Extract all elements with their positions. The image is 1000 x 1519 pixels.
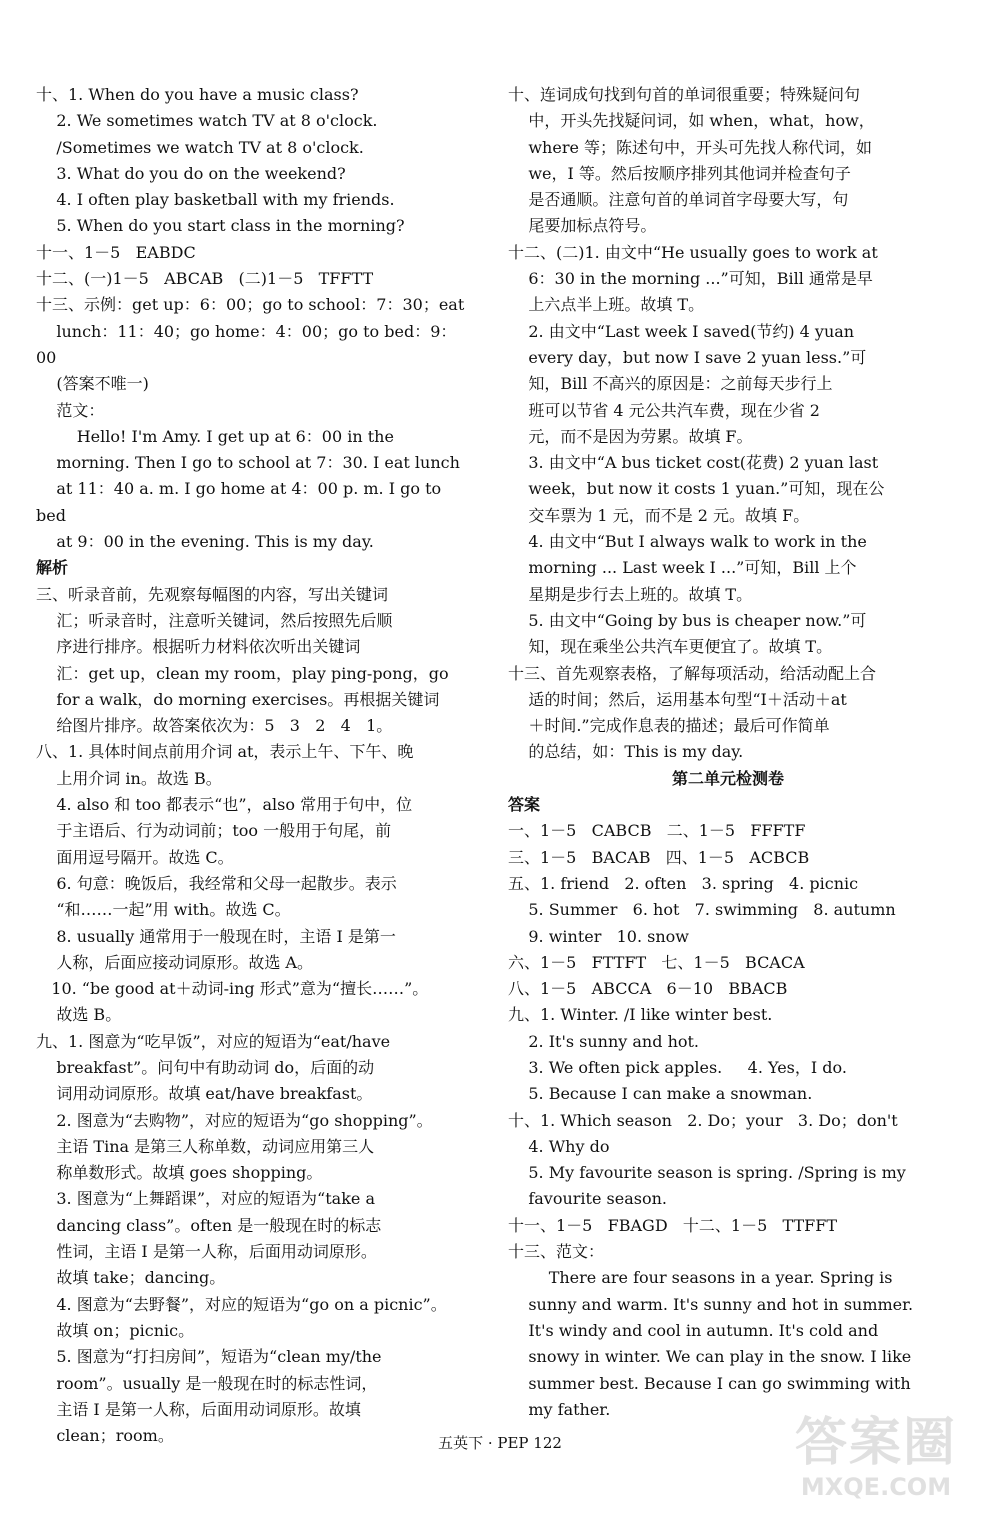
left-column bbox=[36, 82, 476, 1449]
left-column-line: 序进行排序。根据听力材料依次听出关键词 bbox=[36, 637, 361, 657]
left-column-line: 八、1. 具体时间点前用介词 at，表示上午、下午、晚 bbox=[36, 742, 414, 762]
left-column-line: 2. We sometimes watch TV at 8 o'clock. bbox=[36, 111, 378, 131]
left-column-line: 上用介词 in。故选 B。 bbox=[36, 768, 222, 788]
right-column-line: 十一、1－5 FBAGD 十二、1－5 TTFFT bbox=[508, 1215, 838, 1235]
right-column-line: favourite season. bbox=[508, 1189, 667, 1209]
left-column-line: 3. 图意为“上舞蹈课”，对应的短语为“take a bbox=[36, 1189, 375, 1209]
right-column-line: 3. We often pick apples. 4. Yes，I do. bbox=[508, 1057, 847, 1077]
right-column-line: 交车票为 1 元，而不是 2 元。故填 F。 bbox=[508, 505, 810, 525]
right-column-line: 5. 由文中“Going by bus is cheaper now.”可 bbox=[508, 610, 867, 630]
right-column-line: 适的时间；然后，运用基本句型“I＋活动＋at bbox=[508, 689, 847, 709]
right-column-line: every day，but now I save 2 yuan less.”可 bbox=[508, 347, 867, 367]
left-column-line: 给图片排序。故答案依次为：5 3 2 4 1。 bbox=[36, 716, 393, 736]
left-column-line: 十三、示例：get up：6：00；go to school：7：30；eat bbox=[36, 295, 465, 315]
right-column-lines bbox=[508, 82, 948, 1423]
right-column-line: 十二、(二)1. 由文中“He usually goes to work at bbox=[508, 242, 878, 262]
left-column-line: 故选 B。 bbox=[36, 1005, 122, 1025]
right-column-line: where 等；陈述句中，开头可先找人称代词，如 bbox=[508, 137, 873, 157]
left-column-line: 6. 句意：晚饭后，我经常和父母一起散步。表示 bbox=[36, 873, 397, 893]
left-column-line: 三、听录音前，先观察每幅图的内容，写出关键词 bbox=[36, 584, 389, 604]
right-column bbox=[508, 82, 948, 1423]
left-column-lines bbox=[36, 82, 476, 1449]
left-column-line: 故填 take；dancing。 bbox=[36, 1268, 226, 1288]
left-column-line: 十一、1－5 EABDC bbox=[36, 242, 196, 262]
left-column-line: 于主语后、行为动词前；too 一般用于句尾，前 bbox=[36, 821, 392, 841]
right-column-line: week，but now it costs 1 yuan.”可知，现在公 bbox=[508, 479, 885, 499]
right-column-line: 4. Why do bbox=[508, 1136, 610, 1156]
right-column-line: ＋时间.”完成作息表的描述；最后可作简单 bbox=[508, 716, 830, 736]
right-column-line: 三、1－5 BACAB 四、1－5 ACBCB bbox=[508, 847, 810, 867]
left-column-line: 主语 Tina 是第三人称单数，动词应用第三人 bbox=[36, 1136, 375, 1156]
left-column-line: 4. also 和 too 都表示“也”，also 常用于句中，位 bbox=[36, 795, 413, 815]
left-column-line: “和……一起”用 with。故选 C。 bbox=[36, 900, 291, 920]
right-column-line: 4. 由文中“But I always walk to work in the bbox=[508, 532, 867, 552]
left-column-line: lunch：11：40；go home：4：00；go to bed：9：00 bbox=[36, 321, 457, 367]
right-column-line: 星期是步行去上班的。故填 T。 bbox=[508, 584, 753, 604]
right-column-line: 知，Bill 不高兴的原因是：之前每天步行上 bbox=[508, 374, 833, 394]
right-column-line: 元，而不是因为劳累。故填 F。 bbox=[508, 426, 753, 446]
left-column-line: 十二、(一)1－5 ABCAB (二)1－5 TFFTT bbox=[36, 269, 374, 289]
left-column-line: 4. I often play basketball with my friends. bbox=[36, 190, 395, 210]
right-column-line: 的总结，如：This is my day. bbox=[508, 742, 744, 762]
right-column-line: 6：30 in the morning ...”可知，Bill 通常是早 bbox=[508, 269, 873, 289]
right-column-line: 3. 由文中“A bus ticket cost(花费) 2 yuan last bbox=[508, 453, 879, 473]
left-column-line: 十、1. When do you have a music class? bbox=[36, 85, 359, 104]
left-column-line: for a walk，do morning exercises。再根据关键词 bbox=[36, 689, 440, 709]
left-column-line: 3. What do you do on the weekend? bbox=[36, 163, 346, 183]
right-column-line: 五、1. friend 2. often 3. spring 4. picnic bbox=[508, 873, 859, 893]
right-column-line: 十三、首先观察表格，了解每项活动，给活动配上合 bbox=[508, 663, 877, 683]
left-column-line: 5. 图意为“打扫房间”，短语为“clean my/the bbox=[36, 1347, 382, 1367]
right-column-line: 2. It's sunny and hot. bbox=[508, 1031, 700, 1051]
right-column-line: 9. winter 10. snow bbox=[508, 926, 689, 946]
right-column-line: 十、连词成句找到句首的单词很重要；特殊疑问句 bbox=[508, 85, 861, 104]
left-column-line: 九、1. 图意为“吃早饭”，对应的短语为“eat/have bbox=[36, 1031, 391, 1051]
right-column-line: 是否通顺。注意句首的单词首字母要大写，句 bbox=[508, 190, 849, 210]
left-column-line: 故填 on；picnic。 bbox=[36, 1320, 195, 1340]
left-column-line: 8. usually 通常用于一般现在时，主语 I 是第一 bbox=[36, 926, 396, 946]
left-column-line: 10. “be good at＋动词-ing 形式”意为“擅长……”。 bbox=[36, 979, 429, 999]
right-column-line: 班可以节省 4 元公共汽车费，现在少省 2 bbox=[508, 400, 820, 420]
right-column-line: It's windy and cool in autumn. It's cold and bbox=[508, 1320, 879, 1340]
right-column-line: 答案 bbox=[508, 795, 541, 815]
right-column-line: 中，开头先找疑问词，如 when，what，how， bbox=[508, 111, 875, 131]
right-column-line: we，I 等。然后按顺序排列其他词并检查句子 bbox=[508, 163, 851, 183]
left-column-line: 面用逗号隔开。故选 C。 bbox=[36, 847, 234, 867]
right-column-line: 5. Summer 6. hot 7. swimming 8. autumn bbox=[508, 900, 896, 920]
left-column-line: room”。usually 是一般现在时的标志性词， bbox=[36, 1373, 378, 1393]
right-column-line: 5. My favourite season is spring. /Spring is my bbox=[508, 1163, 906, 1183]
watermark-url: MXQE.COM bbox=[800, 1473, 952, 1501]
page-footer: 五英下 · PEP 122 bbox=[438, 1434, 562, 1452]
right-column-line: 十三、范文： bbox=[508, 1242, 605, 1262]
right-column-line: 六、1－5 FTTFT 七、1－5 BCACA bbox=[508, 952, 805, 972]
right-column-line: my father. bbox=[508, 1399, 611, 1419]
right-column-line: 九、1. Winter. /I like winter best. bbox=[508, 1005, 773, 1025]
right-column-line: summer best. Because I can go swimming with bbox=[508, 1373, 911, 1393]
left-column-line: breakfast”。问句中有助动词 do，后面的动 bbox=[36, 1057, 375, 1077]
right-column-line: 一、1－5 CABCB 二、1－5 FFFTF bbox=[508, 821, 806, 841]
right-column-line: 2. 由文中“Last week I saved(节约) 4 yuan bbox=[508, 321, 855, 341]
left-column-line: 主语 I 是第一人称，后面用动词原形。故填 bbox=[36, 1399, 361, 1419]
left-column-line: 5. When do you start class in the morning? bbox=[36, 216, 405, 236]
right-column-line: snowy in winter. We can play in the snow. I like bbox=[508, 1347, 912, 1367]
right-column-line: 5. Because I can make a snowman. bbox=[508, 1084, 813, 1104]
left-column-line: morning. Then I go to school at 7：30. I eat lunch bbox=[36, 453, 460, 473]
right-column-line: 十、1. Which season 2. Do；your 3. Do；don't bbox=[508, 1110, 898, 1130]
left-column-line: 称单数形式。故填 goes shopping。 bbox=[36, 1163, 323, 1183]
watermark-text: 答案圈 bbox=[794, 1413, 957, 1473]
right-column-line: sunny and warm. It's sunny and hot in summer. bbox=[508, 1294, 914, 1314]
left-column-line: 范文： bbox=[36, 400, 105, 420]
right-column-line: morning ... Last week I ...”可知，Bill 上个 bbox=[508, 558, 857, 578]
left-column-line: 性词，主语 I 是第一人称，后面用动词原形。 bbox=[36, 1242, 377, 1262]
left-column-line: (答案不唯一) bbox=[36, 374, 149, 394]
left-column-line: 人称，后面应接动词原形。故选 A。 bbox=[36, 952, 313, 972]
left-column-line: 汇：get up，clean my room，play ping-pong，go bbox=[36, 663, 449, 683]
left-column-line: at 11：40 a. m. I go home at 4：00 p. m. I go to bed bbox=[36, 479, 447, 525]
right-column-line: 尾要加标点符号。 bbox=[508, 216, 657, 236]
right-column-line: 第二单元检测卷 bbox=[671, 768, 784, 788]
left-column-line: 解析 bbox=[36, 558, 69, 578]
left-column-line: 2. 图意为“去购物”，对应的短语为“go shopping”。 bbox=[36, 1110, 433, 1130]
left-column-line: at 9：00 in the evening. This is my day. bbox=[36, 532, 374, 552]
right-column-line: 上六点半上班。故填 T。 bbox=[508, 295, 705, 315]
left-column-line: clean；room。 bbox=[36, 1426, 174, 1446]
right-column-line: 八、1－5 ABCCA 6－10 BBACB bbox=[508, 979, 788, 999]
watermark-logo bbox=[776, 1414, 976, 1509]
right-column-line: There are four seasons in a year. Spring is bbox=[508, 1268, 893, 1288]
left-column-line: 汇；听录音时，注意听关键词，然后按照先后顺 bbox=[36, 610, 393, 630]
left-column-line: dancing class”。often 是一般现在时的标志 bbox=[36, 1215, 382, 1235]
left-column-line: 4. 图意为“去野餐”，对应的短语为“go on a picnic”。 bbox=[36, 1294, 447, 1314]
left-column-line: Hello! I'm Amy. I get up at 6：00 in the bbox=[36, 426, 394, 446]
left-column-line: /Sometimes we watch TV at 8 o'clock. bbox=[36, 137, 364, 157]
right-column-line: 知，现在乘坐公共汽车更便宜了。故填 T。 bbox=[508, 637, 833, 657]
left-column-line: 词用动词原形。故填 eat/have breakfast。 bbox=[36, 1084, 373, 1104]
